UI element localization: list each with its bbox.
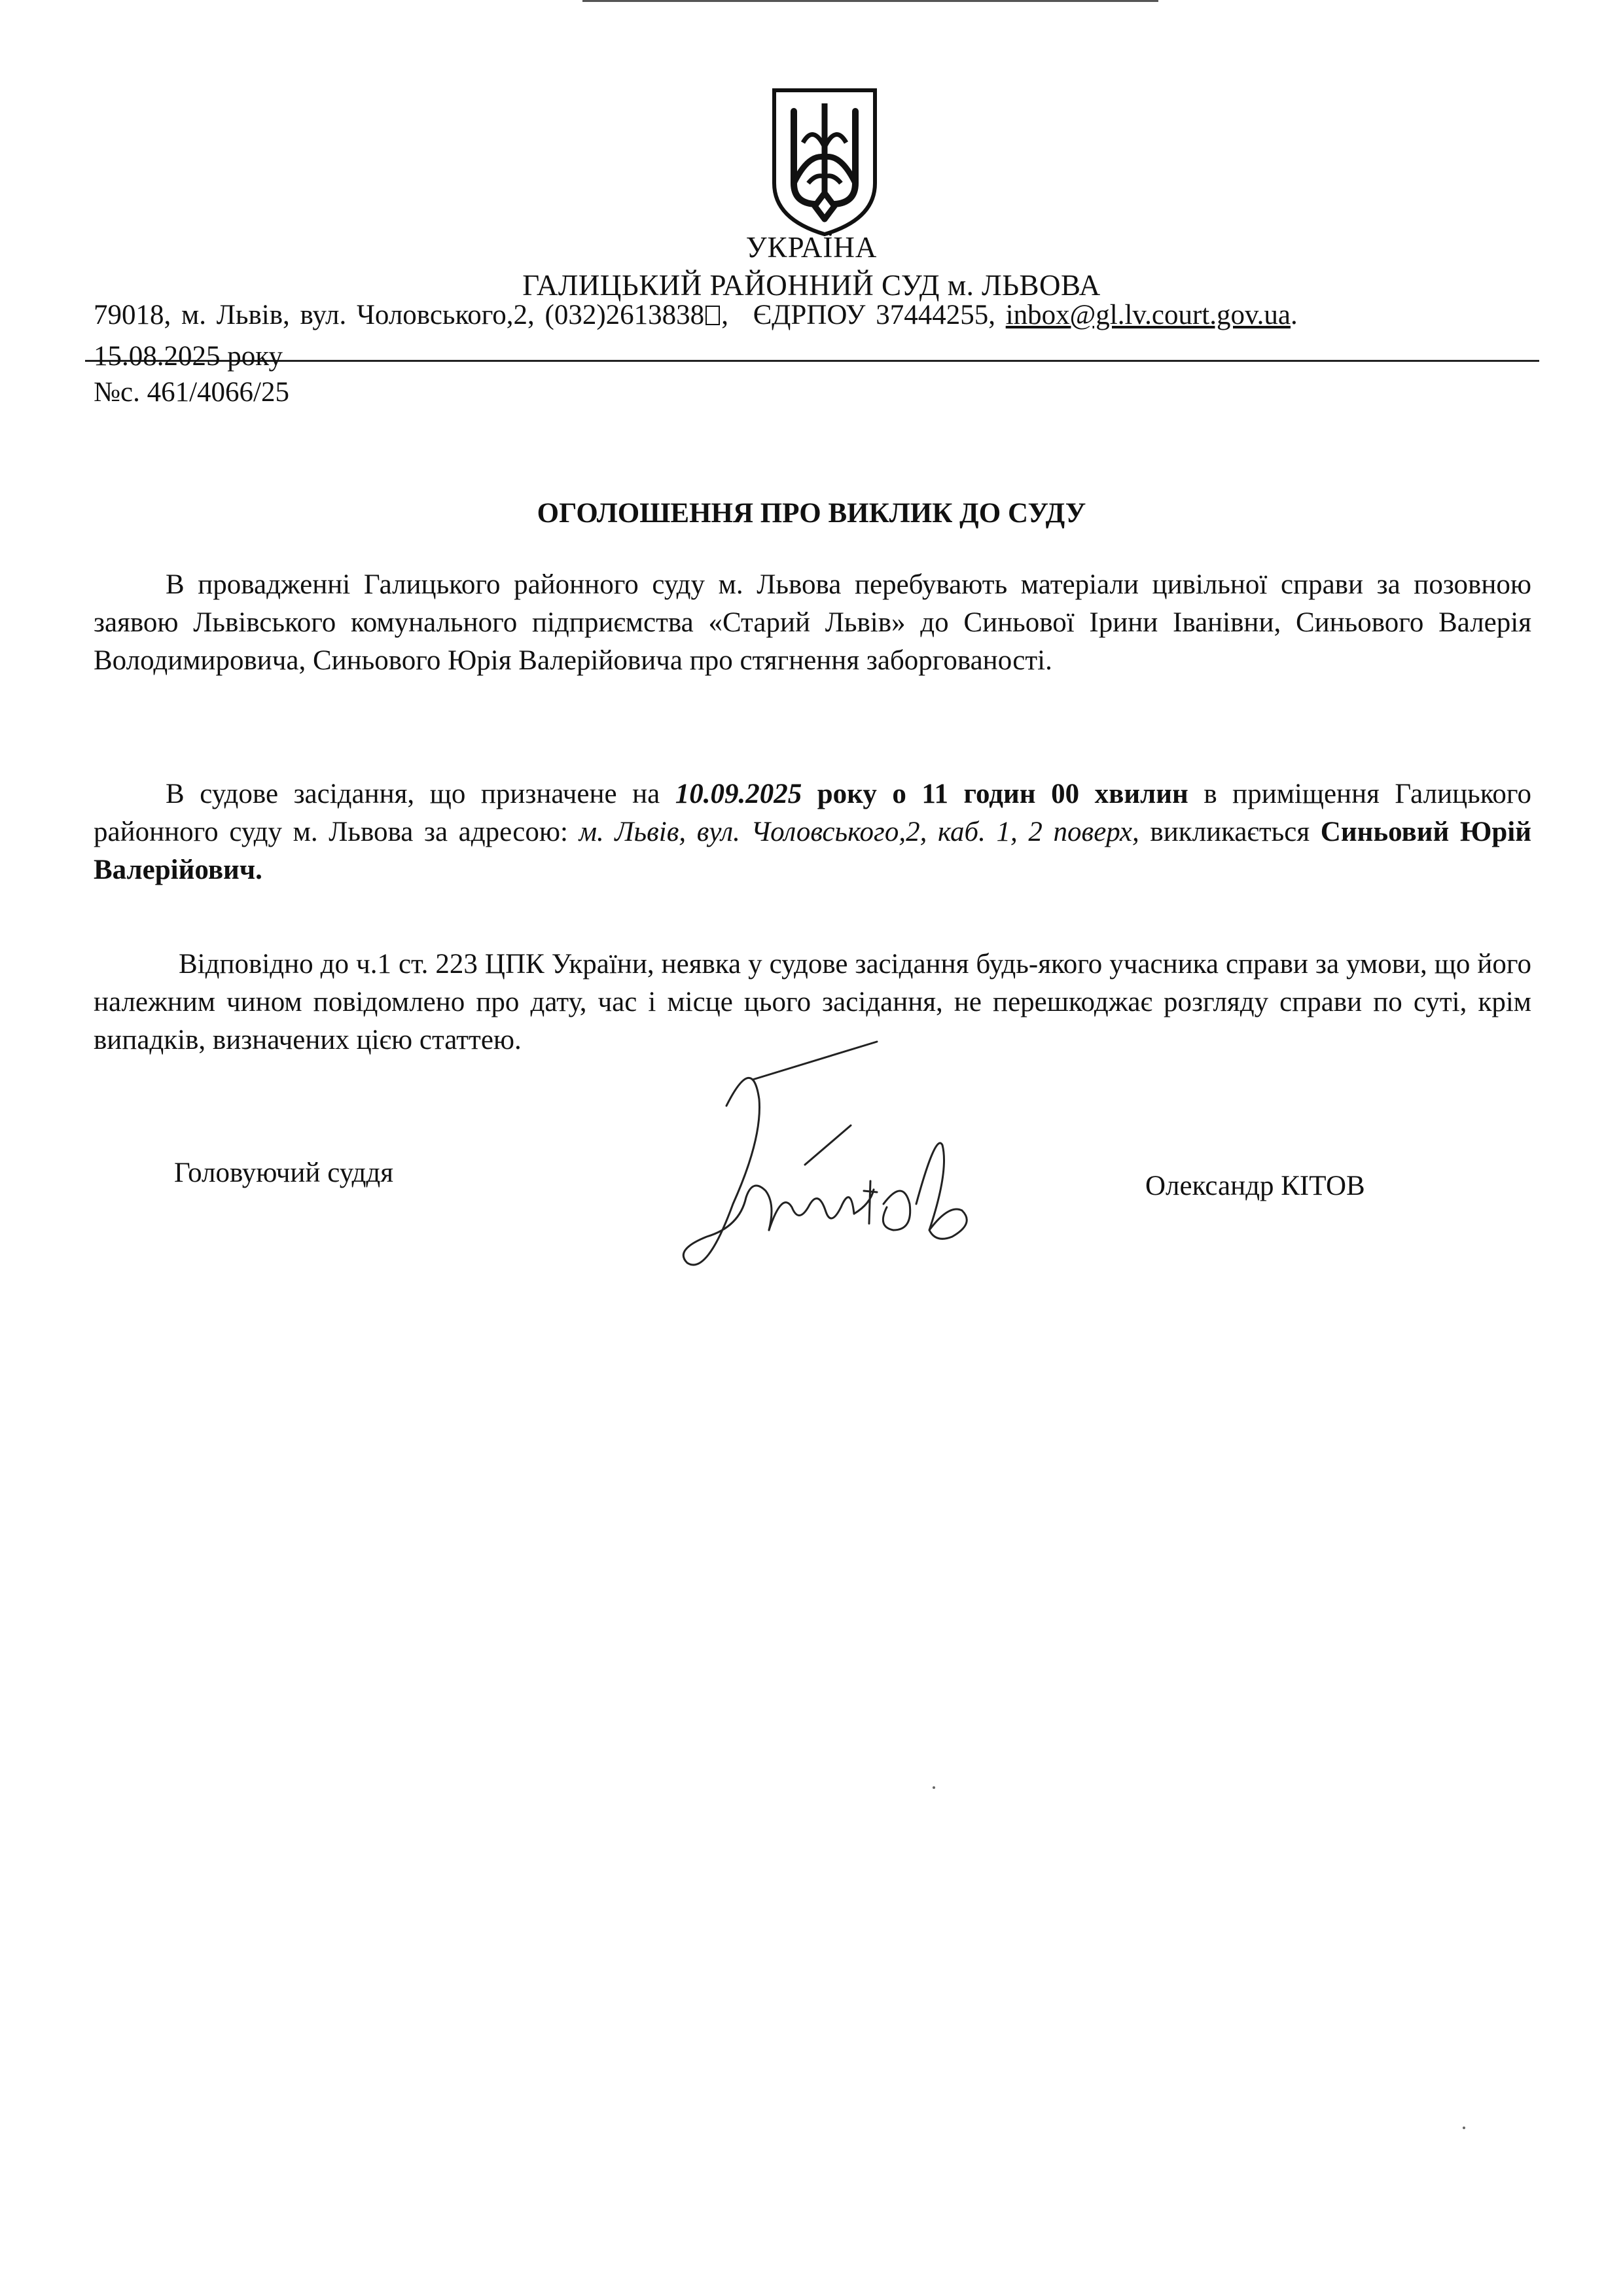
edrpou-code: ЄДРПОУ 37444255, [753, 300, 995, 330]
ukraine-trident-icon [762, 85, 887, 239]
summoned-person: Синьовий Юрій Валерійович. [94, 817, 1531, 885]
court-address: 79018, м. Львів, вул. Чоловського,2, (032)2613838 [94, 300, 705, 330]
judge-role: Головуючий суддя [174, 1157, 394, 1188]
scan-speck [933, 1786, 935, 1789]
country-title: УКРАЇНА [745, 231, 878, 264]
header-divider [85, 360, 1539, 362]
judge-name: Олександр КІТОВ [1145, 1171, 1365, 1201]
hearing-time: року о 11 годин 00 хвилин [802, 779, 1188, 809]
paragraph-case-description: В провадженні Галицького районного суду м. Львова перебувають матеріали цивільної справи за позовною заявою Львівського комунального підприємства «Старий Львів» до Синьової Ірини Іванівни, Синьового Валерія Володимировича, Синьового Юрія Валерійовича про стягнення заборгованості. [94, 569, 1531, 676]
paragraph-hearing-details [94, 775, 1531, 889]
summoned-text: викликається [1139, 817, 1321, 847]
notice-title: ОГОЛОШЕННЯ ПРО ВИКЛИК ДО СУДУ [537, 498, 1086, 529]
handwritten-signature [654, 1040, 1021, 1302]
document-date: 15.08.2025 року [94, 341, 283, 372]
hearing-address: м. Львів, вул. Чоловського,2, каб. 1, 2 поверх, [579, 817, 1139, 847]
court-address-line: 79018, м. Львів, вул. Чоловського,2, (032)2613838 , ЄДРПОУ 37444255, inbox@gl.lv.court.gov.ua. [94, 300, 1298, 330]
phone-icon [704, 304, 721, 327]
court-name: ГАЛИЦЬКИЙ РАЙОННИЙ СУД м. ЛЬВОВА [522, 269, 1101, 302]
paragraph-legal-note: Відповідно до ч.1 ст. 223 ЦПК України, неявка у судове засідання будь-якого учасника справи за умови, що його належним чином повідомлено про дату, час і місце цього засідання, не перешкоджає розгляду справи по суті, крім випадків, визначених цією статтею. [94, 949, 1531, 1055]
scan-top-line [582, 0, 1158, 2]
hearing-location-intro: в приміщення Галицького районного суду м. Львова за адресою: [94, 779, 1532, 847]
email-period: . [1291, 300, 1298, 330]
case-number: №с. 461/4066/25 [94, 377, 290, 408]
hearing-intro: В судове засідання, що призначене на [166, 779, 675, 809]
hearing-date: 10.09.2025 [675, 779, 802, 809]
scan-speck [1463, 2127, 1465, 2129]
court-email-link[interactable]: inbox@gl.lv.court.gov.ua [1005, 300, 1291, 330]
